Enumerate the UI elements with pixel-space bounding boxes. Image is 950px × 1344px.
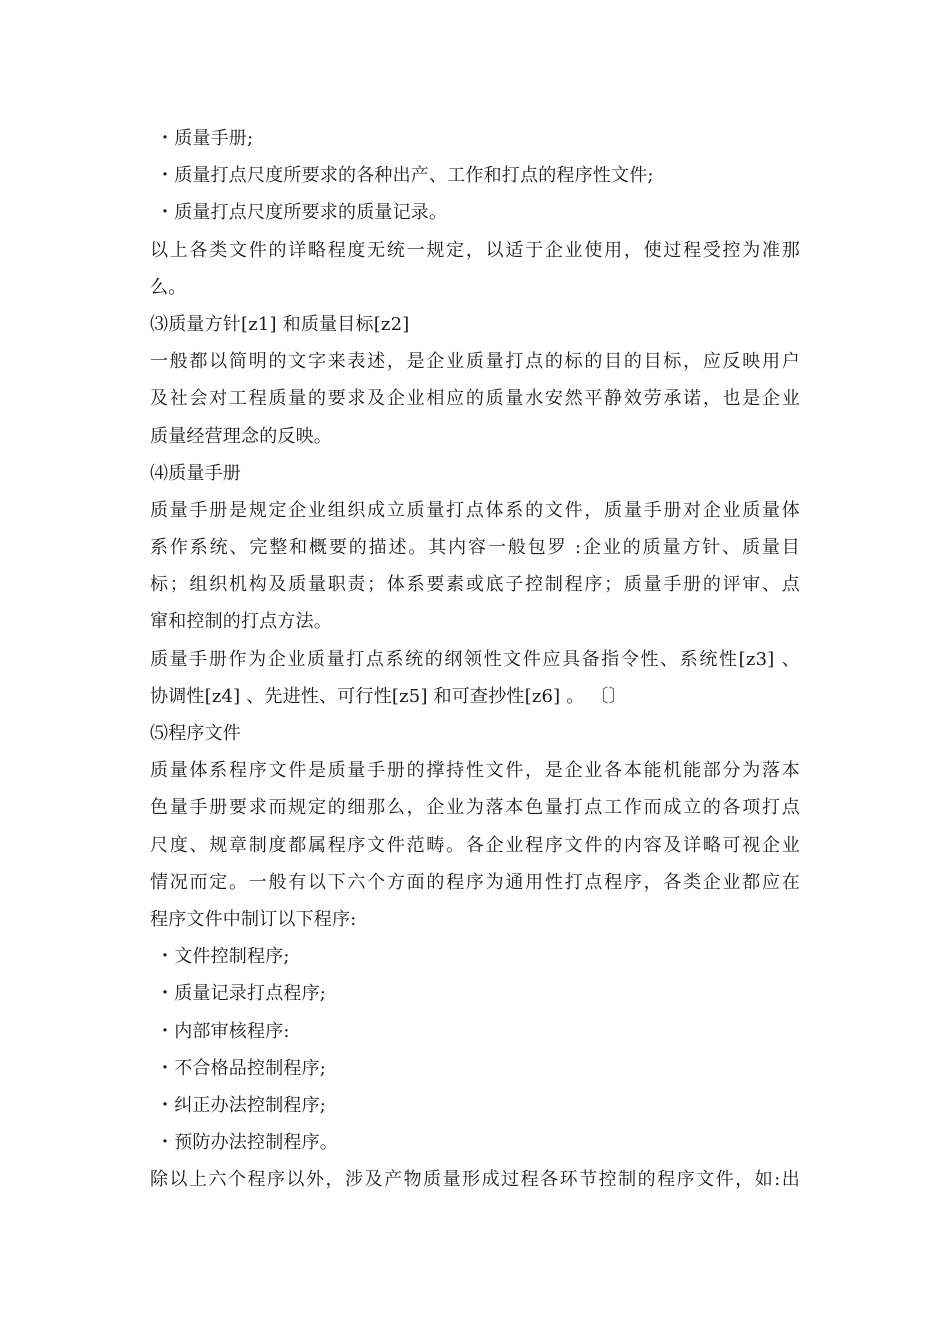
text-line: ⑷质量手册 xyxy=(150,462,241,484)
bullet-item: ・预防办法控制程序。 xyxy=(156,1132,338,1154)
bullet-item: ・质量手册; xyxy=(156,128,254,149)
text-line: 程序文件中制订以下程序: xyxy=(150,908,357,930)
text-line: 协调性[z4] 、先进性、可行性[z5] 和可查抄性[z6] 。 〔〕 xyxy=(150,685,627,707)
text-line: 么。 xyxy=(150,276,187,298)
text-line: 质量手册作为企业质量打点系统的纲领性文件应具备指令性、系统性[z3] 、 xyxy=(150,648,800,670)
bullet-item: ・纠正办法控制程序; xyxy=(156,1094,327,1116)
text-line: ⑸程序文件 xyxy=(150,723,241,744)
text-line: 标；组织机构及质量职责；体系要素或底子控制程序；质量手册的评审、点 xyxy=(150,574,800,596)
text-line: 系作系统、完整和概要的描述。其内容一般包罗 :企业的质量方针、质量目 xyxy=(150,537,800,559)
text-line: 质量手册是规定企业组织成立质量打点体系的文件，质量手册对企业质量体 xyxy=(150,499,800,521)
text-line: 及社会对工程质量的要求及企业相应的质量水安然平静效劳承诺，也是企业 xyxy=(150,388,800,410)
bullet-item: ・质量记录打点程序; xyxy=(156,983,327,1005)
text-line: 除以上六个程序以外，涉及产物质量形成过程各环节控制的程序文件，如:出 xyxy=(150,1169,800,1191)
text-line: ⑶质量方针[z1] 和质量目标[z2] xyxy=(150,313,410,335)
bullet-item: ・内部审核程序: xyxy=(156,1020,290,1042)
text-line: 质量体系程序文件是质量手册的撑持性文件，是企业各本能机能部分为落本 xyxy=(150,760,800,782)
text-line: 窜和控制的打点方法。 xyxy=(150,611,332,633)
bullet-item: ・不合格品控制程序; xyxy=(156,1057,327,1079)
text-line: 尺度、规章制度都属程序文件范畴。各企业程序文件的内容及详略可视企业 xyxy=(150,834,800,856)
document-page xyxy=(150,120,800,1198)
bullet-item: ・质量打点尺度所要求的质量记录。 xyxy=(156,202,448,224)
text-line: 一般都以简明的文字来表述，是企业质量打点的标的目的目标，应反映用户 xyxy=(150,351,800,373)
text-line: 质量经营理念的反映。 xyxy=(150,425,332,447)
bullet-item: ・质量打点尺度所要求的各种出产、工作和打点的程序性文件; xyxy=(156,165,654,187)
text-line: 情况而定。一般有以下六个方面的程序为通用性打点程序，各类企业都应在 xyxy=(150,871,800,893)
bullet-item: ・文件控制程序; xyxy=(156,946,290,968)
text-line: 色量手册要求而规定的细那么，企业为落本色量打点工作而成立的各项打点 xyxy=(150,797,800,819)
text-line: 以上各类文件的详略程度无统一规定，以适于企业使用，使过程受控为准那 xyxy=(150,239,800,261)
